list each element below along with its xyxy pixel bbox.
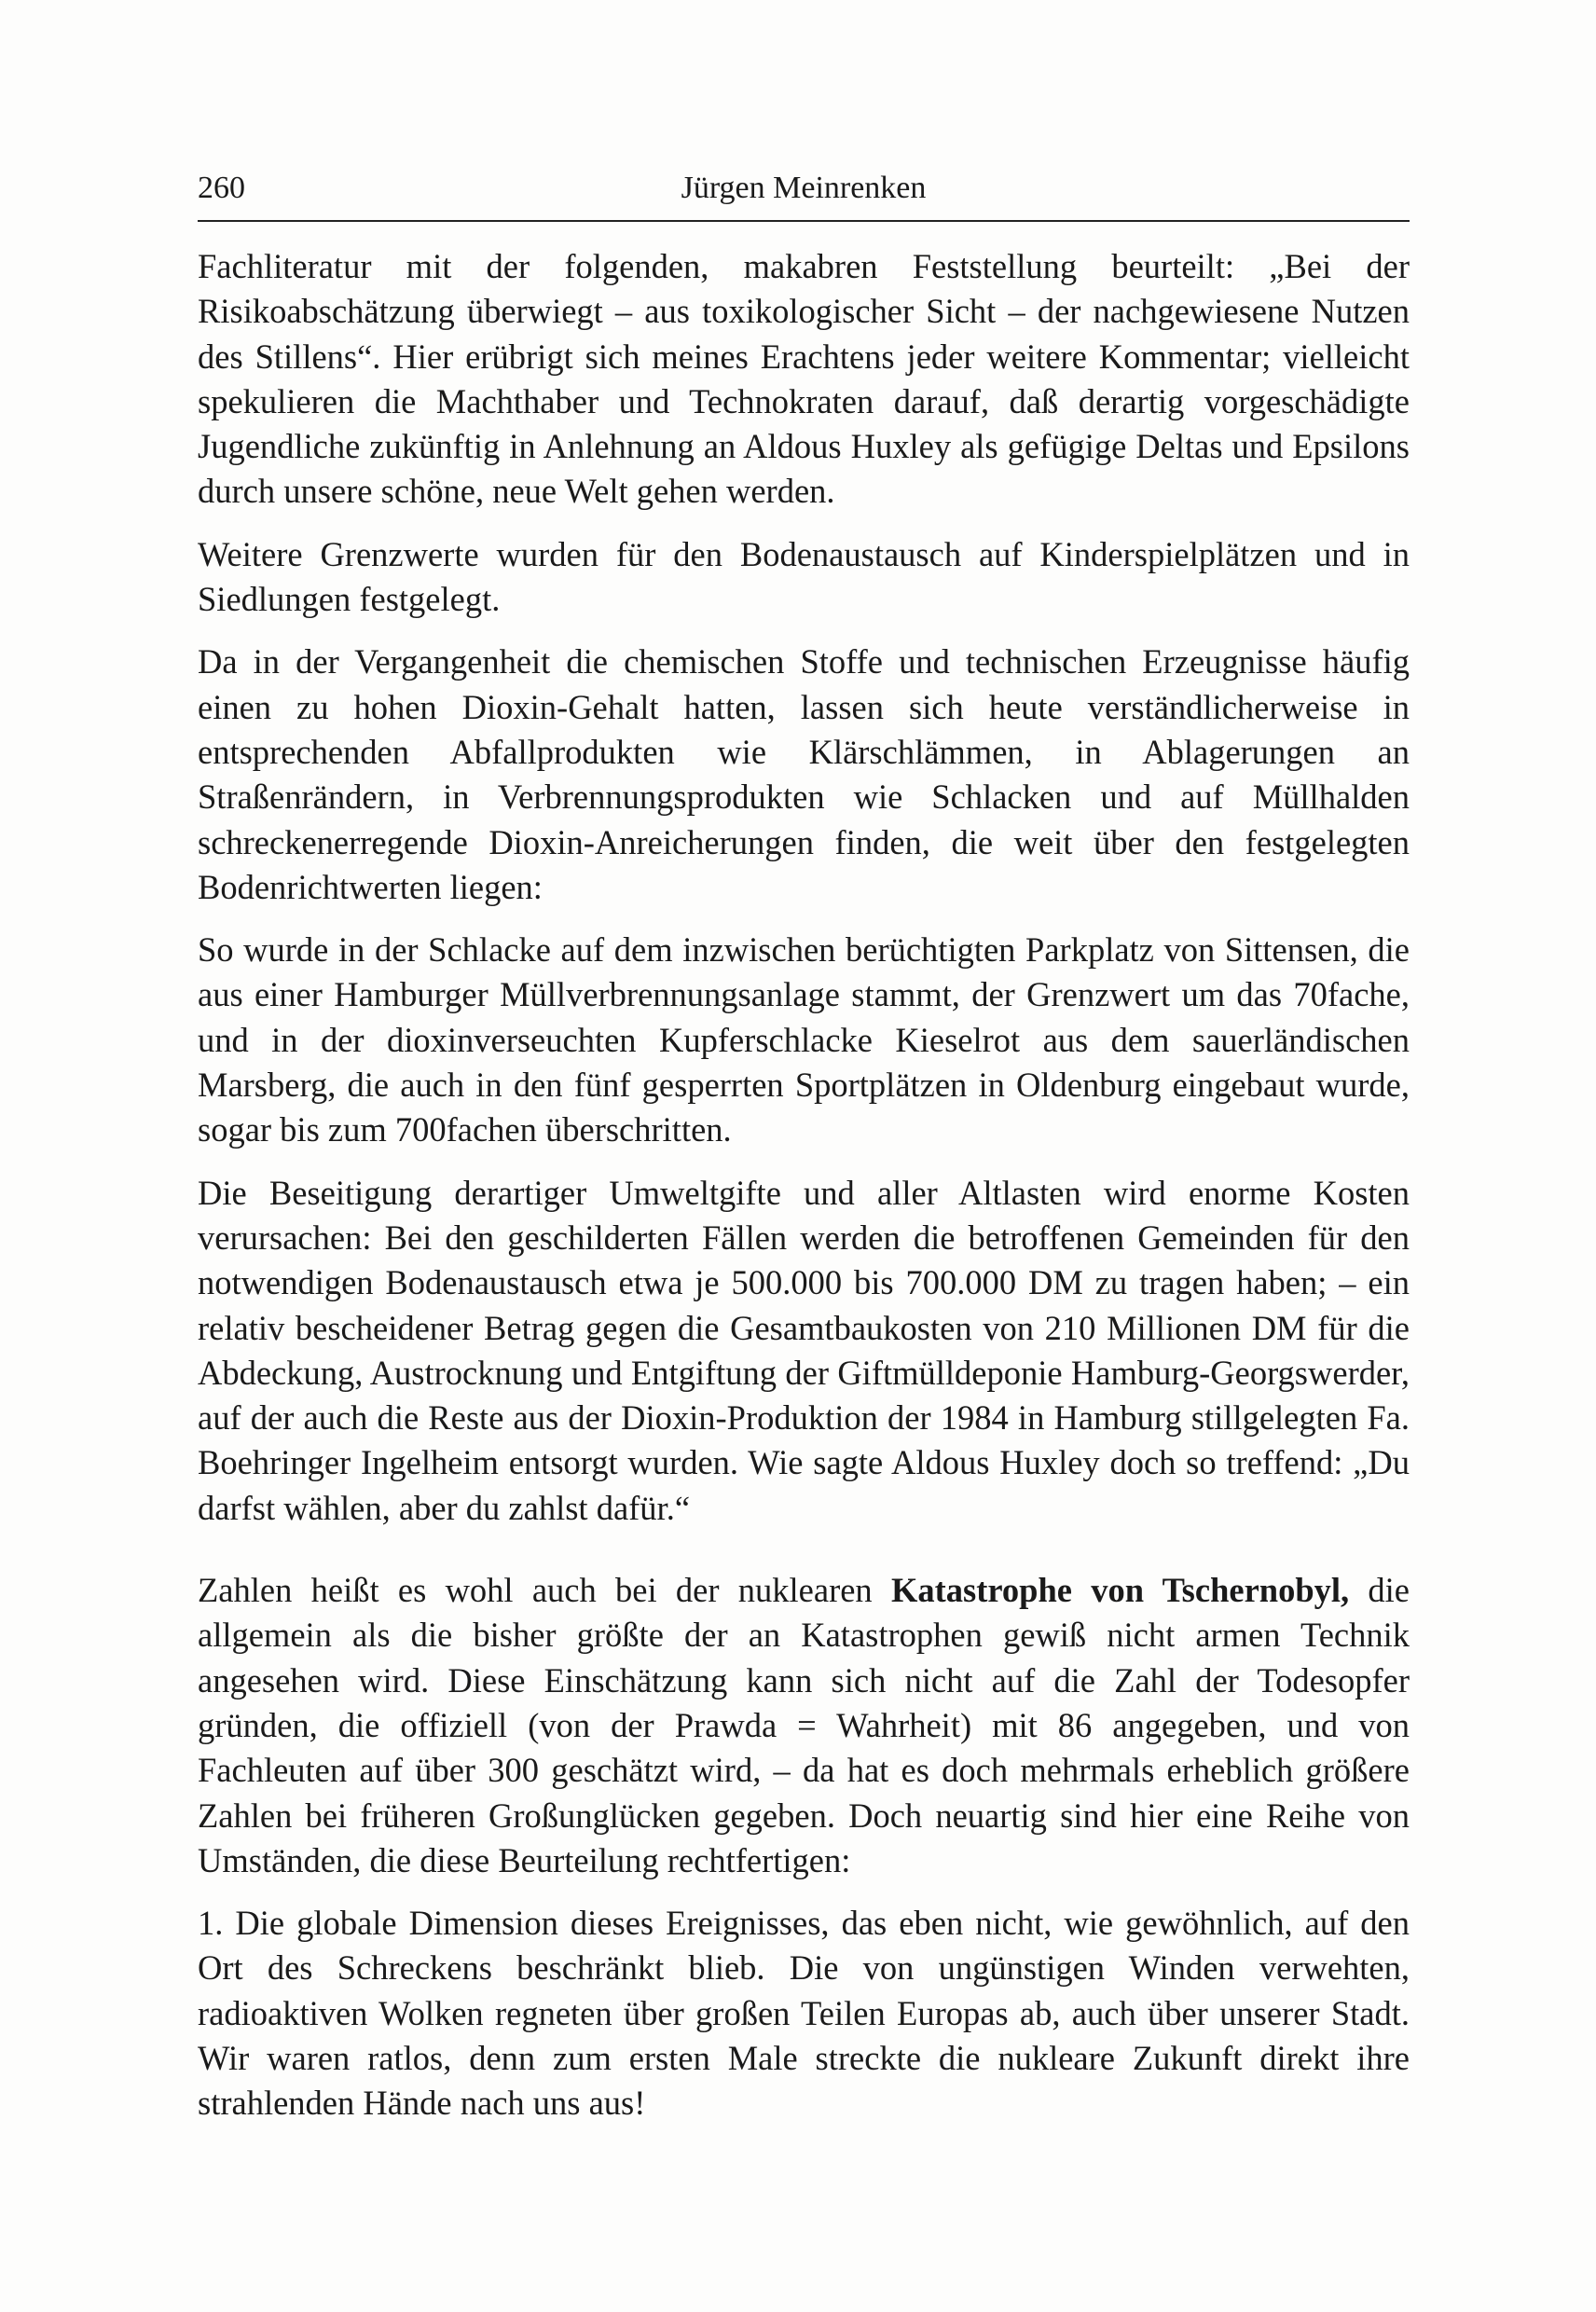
page-header <box>198 166 1410 211</box>
paragraph-2: Weitere Grenzwerte wurden für den Bodenaustausch auf Kinderspielplätzen und in Siedlungen festgelegt. <box>198 534 1410 619</box>
paragraph-6-end: die allgemein als die bisher größte der an Katastrophen gewiß nicht armen Technik angesehen wird. Diese Einschätzung kann sich nicht auf die Zahl der Todesopfer gründen, die offiziell (von der Prawda = Wahrheit) mit 86 angegeben, und von Fachleuten auf über 300 geschätzt wird, – da hat es doch mehrmals erheblich größere Zahlen bei früheren Großunglücken gegeben. Doch neuartig sind hier eine Reihe von Umständen, die diese Beurteilung rechtfertigen: <box>198 1571 1410 1879</box>
paragraph-7-numbered-item: 1. Die globale Dimension dieses Ereignisses, das eben nicht, wie gewöhnlich, auf den Ort des Schreckens beschränkt blieb. Die von ungünstigen Winden verwehten, radioaktiven Wolken regneten über großen Teilen Europas ab, auch über unserer Stadt. Wir waren ratlos, denn zum ersten Male streckte die nukleare Zukunft direkt ihre strahlenden Hände nach uns aus! <box>198 1904 1410 2123</box>
body-text <box>198 244 1410 2144</box>
paragraph-6 <box>198 1568 1410 1883</box>
page-number: 260 <box>198 171 245 205</box>
bold-term-tschernobyl: Katastrophe von Tschernobyl, <box>890 1571 1350 1610</box>
paragraph-5: Die Beseitigung derartiger Umweltgifte und aller Altlasten wird enorme Kosten verursachen: Bei den geschilderten Fällen werden die betroffenen Gemeinden für den notwendigen Bodenaustausch etwa je 500.000 bis 700.000 DM zu tragen haben; – ein relativ bescheidener Betrag gegen die Gesamtbaukosten von 210 Millionen DM für die Abdeckung, Austrocknung und Entgiftung der Giftmülldeponie Hamburg-Georgswerder, auf der auch die Reste aus der Dioxin-Produktion der 1984 in Hamburg stillgelegten Fa. Boehringer Ingelheim entsorgt wurden. Wie sagte Aldous Huxley doch so treffend: „Du darfst wählen, aber du zahlst dafür.“ <box>198 1173 1410 1527</box>
running-head-author: Jürgen Meinrenken <box>681 171 927 205</box>
paragraph-6-start: Zahlen heißt es wohl auch bei der nuklearen <box>198 1571 891 1610</box>
paragraph-1: Fachliteratur mit der folgenden, makabren Feststellung beurteilt: „Bei der Risikoabschätzung überwiegt – aus toxikologischer Sicht – der nachgewiesene Nutzen des Stillens“. Hier erübrigt sich meines Erachtens jeder weitere Kommentar; vielleicht spekulieren die Machthaber und Technokraten darauf, daß derartig vorgeschädigte Jugendliche zukünftig in Anlehnung an Aldous Huxley als gefügige Deltas und Epsilons durch unsere schöne, neue Welt gehen werden. <box>198 247 1410 511</box>
paragraph-3: Da in der Vergangenheit die chemischen Stoffe und technischen Erzeugnisse häufig einen zu hohen Dioxin-Gehalt hatten, lassen sich heute verständlicherweise in entsprechenden Abfallprodukten wie Klärschlämmen, in Ablagerungen an Straßenrändern, in Verbrennungsprodukten wie Schlacken und auf Müllhalden schreckenerregende Dioxin-Anreicherungen finden, die weit über den festgelegten Bodenrichtwerten liegen: <box>198 642 1410 906</box>
paragraph-4: So wurde in der Schlacke auf dem inzwischen berüchtigten Parkplatz von Sittensen, die aus einer Hamburger Müllverbrennungsanlage stammt, der Grenzwert um das 70fache, und in der dioxinverseuchten Kupferschlacke Kieselrot aus dem sauerländischen Marsberg, die auch in den fünf gesperrten Sportplätzen in Oldenburg eingebaut wurde, sogar bis zum 700fachen überschritten. <box>198 930 1410 1149</box>
header-rule <box>198 220 1410 222</box>
